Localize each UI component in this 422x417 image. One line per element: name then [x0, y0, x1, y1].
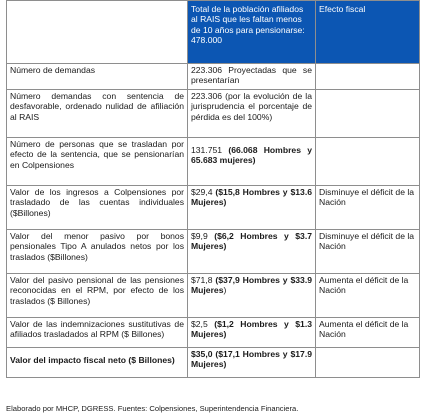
row-label: Valor del impacto fiscal neto ($ Billones): [7, 348, 188, 378]
header-empty-cell: [7, 1, 188, 64]
row-label: Valor del pasivo pensional de las pensiones reconocidas en el RPM, por efecto de los traslados ($ Billones): [7, 274, 188, 318]
table-row: [7, 318, 420, 348]
row-effect: [316, 348, 420, 378]
row-label: Número de demandas: [7, 64, 188, 90]
row-effect: [316, 64, 420, 90]
table-row: [7, 64, 420, 90]
row-value: $35,0 ($17,1 Hombres y $17.9 Mujeres): [188, 348, 316, 378]
row-effect: Aumenta el déficit de la Nación: [316, 274, 420, 318]
table-row: [7, 90, 420, 138]
row-label: Número demandas con sentencia de desfavorable, ordenado nulidad de afiliación al RAIS: [7, 90, 188, 138]
row-label: Valor de las indemnizaciones sustitutivas de afiliados trasladados al RPM ($ Billones): [7, 318, 188, 348]
row-effect: Aumenta el déficit de la Nación: [316, 318, 420, 348]
table-header-row: [7, 1, 420, 64]
fiscal-impact-table: [6, 0, 420, 378]
header-fiscal-effect: Efecto fiscal: [316, 1, 420, 64]
row-value: $71,8 ($37,9 Hombres y $33.9 Mujeres): [188, 274, 316, 318]
table-row: [7, 348, 420, 378]
row-value: $2,5 ($1,2 Hombres y $1.3 Mujeres): [188, 318, 316, 348]
row-value: 131.751 (66.068 Hombres y 65.683 mujeres): [188, 138, 316, 186]
row-effect: [316, 90, 420, 138]
row-label: Valor de los ingresos a Colpensiones por trasladado de las cuentas individuales ($Billones): [7, 186, 188, 230]
row-value: $9,9 ($6,2 Hombres y $3.7 Mujeres): [188, 230, 316, 274]
row-effect: Disminuye el déficit de la Nación: [316, 186, 420, 230]
row-effect: Disminuye el déficit de la Nación: [316, 230, 420, 274]
table-row: [7, 230, 420, 274]
table-row: [7, 274, 420, 318]
row-label: Número de personas que se trasladan por efecto de la sentencia, que se pensionarían en Colpensiones: [7, 138, 188, 186]
table-row: [7, 186, 420, 230]
header-population: Total de la población afiliados al RAIS que les faltan menos de 10 años para pensionarse: 478.000: [188, 1, 316, 64]
row-effect: [316, 138, 420, 186]
table-row: [7, 138, 420, 186]
source-footnote: Elaborado por MHCP, DGRESS. Fuentes: Colpensiones, Superintendencia Financiera.: [6, 404, 299, 413]
row-value: $29,4 ($15,8 Hombres y $13.6 Mujeres): [188, 186, 316, 230]
row-label: Valor del menor pasivo por bonos pensionales Tipo A anulados netos por los traslados ($Billones): [7, 230, 188, 274]
row-value: 223.306 (por la evolución de la jurisprudencia el porcentaje de pérdida es del 100%): [188, 90, 316, 138]
row-value: 223.306 Proyectadas que se presentarían: [188, 64, 316, 90]
